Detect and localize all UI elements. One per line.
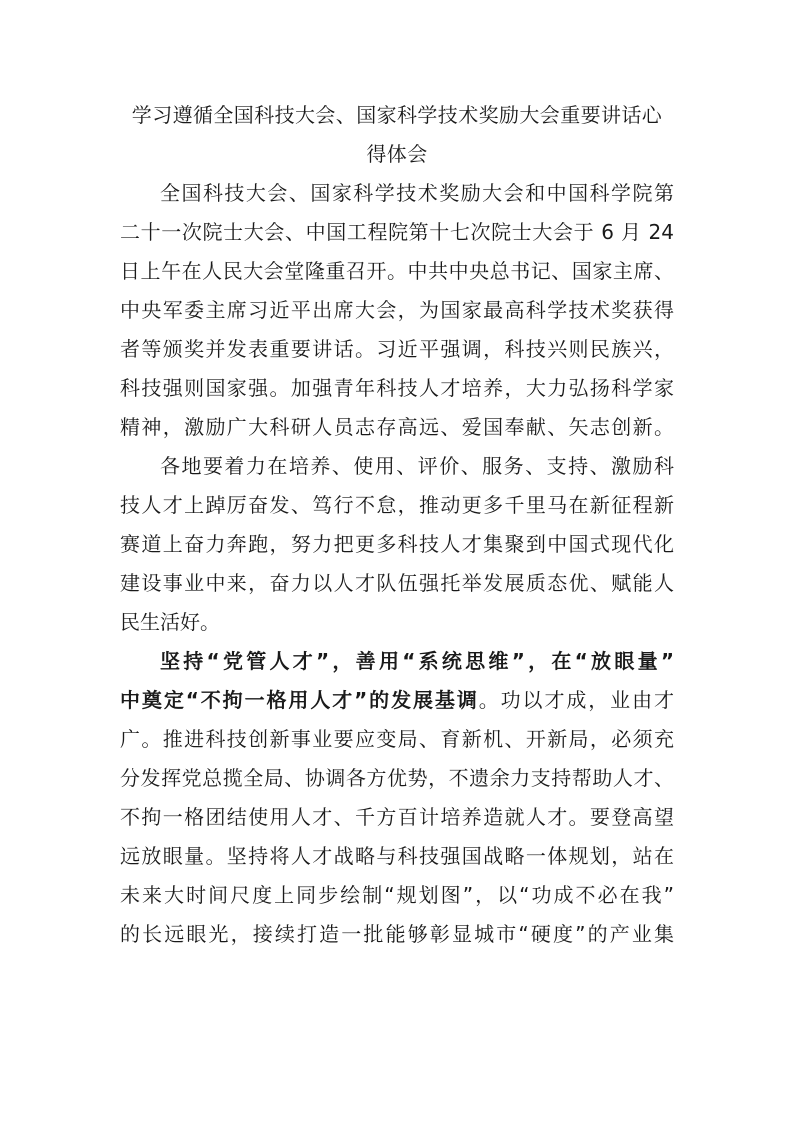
text-line: 者等颁奖并发表重要讲话。习近平强调，科技兴则民族兴，	[120, 337, 674, 361]
bold-heading-line: 坚持“党管人才”，善用“系统思维”，在“放眼量”	[160, 649, 674, 673]
document-title	[120, 96, 674, 174]
text-line: 精神，激励广大科研人员志存高远、爱国奉献、矢志创新。	[120, 415, 674, 439]
text-line: 全国科技大会、国家科学技术奖励大会和中国科学院第	[160, 181, 674, 205]
document-page	[120, 96, 674, 954]
text-line: 二十一次院士大会、中国工程院第十七次院士大会于 6 月 24	[120, 220, 674, 244]
text-line: 分发挥党总揽全局、协调各方优势，不遗余力支持帮助人才、	[120, 766, 674, 790]
text-line: 远放眼量。坚持将人才战略与科技强国战略一体规划，站在	[120, 844, 674, 868]
title-line: 得体会	[366, 142, 428, 166]
paragraph-1	[120, 174, 674, 447]
paragraph-3	[120, 642, 674, 954]
text-line	[120, 681, 674, 720]
text-line: 建设事业中来，奋力以人才队伍强托举发展质态优、赋能人	[120, 571, 674, 595]
bold-heading-text: 中奠定“不拘一格用人才”的发展基调	[120, 688, 479, 712]
text-line: 日上午在人民大会堂隆重召开。中共中央总书记、国家主席、	[120, 259, 674, 283]
text-line: 技人才上踔厉奋发、笃行不怠，推动更多千里马在新征程新	[120, 493, 674, 517]
text-line: 民生活好。	[120, 610, 220, 634]
text-line: 的长远眼光，接续打造一批能够彰显城市“硬度”的产业集	[120, 922, 674, 946]
text-line: 科技强则国家强。加强青年科技人才培养，大力弘扬科学家	[120, 376, 674, 400]
text-span: 。功以才成，业由才	[478, 688, 674, 712]
text-line: 不拘一格团结使用人才、千方百计培养造就人才。要登高望	[120, 805, 674, 829]
text-line: 各地要着力在培养、使用、评价、服务、支持、激励科	[160, 454, 674, 478]
text-line: 未来大时间尺度上同步绘制“规划图”，以“功成不必在我”	[120, 883, 674, 907]
paragraph-2	[120, 447, 674, 642]
title-line: 学习遵循全国科技大会、国家科学技术奖励大会重要讲话心	[131, 103, 663, 127]
text-line: 赛道上奋力奔跑，努力把更多科技人才集聚到中国式现代化	[120, 532, 674, 556]
text-line: 广。推进科技创新事业要应变局、育新机、开新局，必须充	[120, 727, 674, 751]
text-line: 中央军委主席习近平出席大会，为国家最高科学技术奖获得	[120, 298, 674, 322]
